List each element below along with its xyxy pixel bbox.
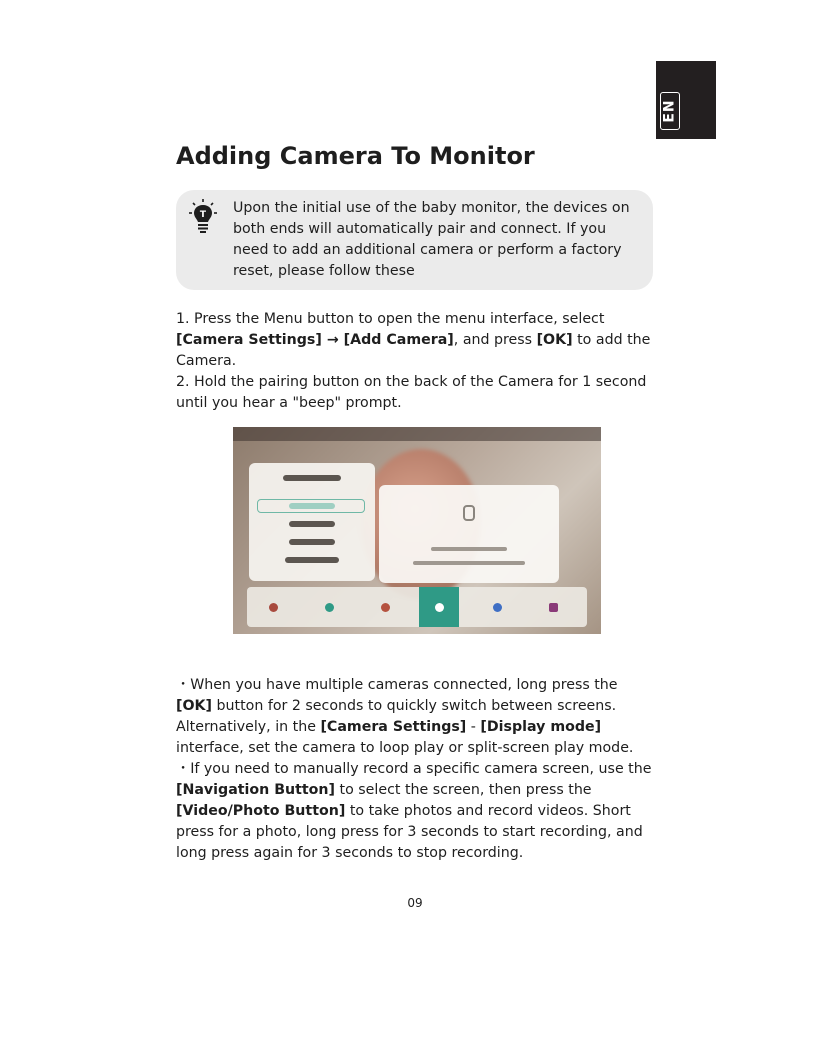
pairing-dialog bbox=[379, 485, 559, 583]
nav-button bbox=[365, 587, 405, 627]
nav-button bbox=[533, 587, 573, 627]
nav-button bbox=[477, 587, 517, 627]
dialog-line bbox=[431, 547, 507, 551]
camera-settings-menu bbox=[249, 463, 375, 581]
dialog-line bbox=[413, 561, 525, 565]
language-tab-label: EN bbox=[660, 92, 680, 130]
dot-icon bbox=[381, 603, 390, 612]
step-1: 1. Press the Menu button to open the menu interface, select [Camera Settings] → [Add Camera], and press [OK] to add the Camera. bbox=[176, 311, 651, 369]
music-note-icon bbox=[493, 603, 502, 612]
step-2: 2. Hold the pairing button on the back of the Camera for 1 second until you hear a "beep" prompt. bbox=[176, 374, 647, 411]
grid-icon bbox=[549, 603, 558, 612]
nav-button bbox=[309, 587, 349, 627]
note-1: ・When you have multiple cameras connected, long press the [OK] button for 2 seconds to quickly switch between screens. Alternatively, in the [Camera Settings] - [Display mode] interface, set the camera to loop play or split-screen play mode. bbox=[176, 677, 634, 756]
menu-title bbox=[283, 475, 341, 481]
page-number: 09 bbox=[407, 896, 423, 910]
menu-item bbox=[289, 521, 335, 527]
heart-icon bbox=[325, 603, 334, 612]
page-title: Adding Camera To Monitor bbox=[176, 142, 535, 170]
dot-icon bbox=[269, 603, 278, 612]
steps-block bbox=[176, 309, 656, 414]
tip-text: Upon the initial use of the baby monitor, the devices on both ends will automatically pair and connect. If you need to add an additional camera or perform a factory reset, please follow these bbox=[233, 200, 630, 279]
menu-item bbox=[285, 557, 339, 563]
lightbulb-icon bbox=[189, 198, 217, 236]
menu-item bbox=[289, 503, 335, 509]
note-2: ・If you need to manually record a specific camera screen, use the [Navigation Button] to select the screen, then press the [Video/Photo Button] to take photos and record videos. Short press for a photo, long press for 3 seconds to start recording, and long press again for 3 seconds to stop recording. bbox=[176, 761, 652, 861]
nav-button-active bbox=[419, 587, 459, 627]
camera-icon bbox=[463, 505, 475, 521]
monitor-screen-photo bbox=[233, 427, 601, 634]
menu-item bbox=[289, 539, 335, 545]
camera-icon bbox=[435, 603, 444, 612]
nav-button bbox=[253, 587, 293, 627]
screen-status-bar bbox=[233, 427, 601, 441]
notes-block bbox=[176, 675, 656, 864]
svg-text:T: T bbox=[199, 210, 207, 220]
monitor-navbar bbox=[247, 587, 587, 627]
